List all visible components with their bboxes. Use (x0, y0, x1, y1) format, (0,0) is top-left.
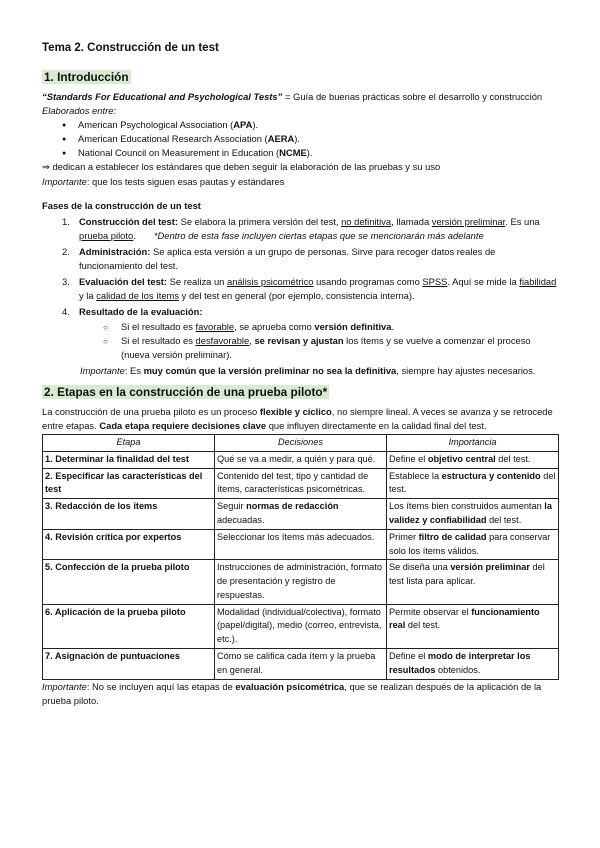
importance-cell (387, 451, 559, 468)
column-header-decisiones: Decisiones (215, 434, 387, 451)
text-run: del test. (486, 514, 522, 525)
underlined-term: fiabilidad (519, 276, 557, 288)
text-run: del test. (495, 453, 531, 464)
text-run: del test. (405, 620, 441, 631)
table-row (43, 649, 559, 680)
phase-label: Administración: (79, 246, 151, 258)
text-run: , (249, 334, 255, 346)
stage-cell: 4. Revisión crítica por expertos (43, 529, 215, 560)
heading-highlight: 2. Etapas en la construcción de una prueba piloto* (44, 385, 328, 400)
list-number: 3. (62, 276, 70, 288)
list-item (62, 215, 558, 243)
importance-cell (387, 468, 559, 499)
text-run: Los ítems bien construidos aumentan (389, 501, 545, 512)
phase-label: Resultado de la evaluación: (79, 306, 203, 318)
table-row (43, 499, 559, 530)
text-run: Si el resultado es (121, 320, 196, 332)
standards-description: = Guía de buenas prácticas sobre el desarrollo y construcción (282, 90, 543, 102)
phases-title: Fases de la construcción de un test (42, 199, 201, 211)
section-heading-introduccion (42, 69, 558, 87)
text-run: , no siempre lineal. A veces se avanza y se retrocede entre etapas. (42, 405, 553, 431)
section-heading-etapas (42, 384, 558, 402)
underlined-term: desfavorable (195, 334, 250, 346)
underlined-term: SPSS (422, 276, 448, 288)
heading-highlight: 1. Introducción (44, 70, 129, 85)
text-run: . (391, 320, 395, 332)
text-run: : Es (124, 364, 144, 376)
decisions-cell: Seleccionar los ítems más adecuados. (215, 529, 387, 560)
table-row (43, 451, 559, 468)
bold-term: muy común que la versión preliminar no sea la definitiva (143, 364, 397, 376)
text-run: . Es una (505, 215, 540, 227)
table-header-row (43, 434, 559, 451)
text-run: , se aprueba como (234, 320, 315, 332)
text-run: del test lista para aplicar. (389, 562, 545, 587)
important-label: Importante (42, 680, 87, 692)
org-end: ). (294, 133, 300, 145)
text-run: del test. (389, 470, 556, 495)
bold-term: modo de interpretar los resultados (389, 651, 531, 675)
text-run: Si el resultado es (121, 334, 196, 346)
phase-label: Construcción del test: (79, 215, 178, 227)
importance-cell (387, 529, 559, 560)
decisions-cell (215, 499, 387, 530)
underlined-term: prueba piloto (79, 229, 134, 241)
text-run: Define el (389, 651, 428, 662)
decisions-cell: Qué se va a medir, a quién y para qué. (215, 451, 387, 468)
org-abbr: AERA (267, 133, 295, 145)
list-item (62, 245, 558, 273)
table-row (43, 529, 559, 560)
phase-label: Evaluación del test: (79, 276, 168, 288)
list-item (62, 305, 558, 361)
standards-paragraph (42, 90, 558, 104)
text-run: para conservar solo los ítems válidos. (389, 531, 551, 556)
important-label: Importante (42, 175, 87, 187)
result-sublist (79, 320, 558, 362)
text-run: y la (79, 290, 97, 302)
list-item (103, 334, 558, 362)
underlined-term: análisis psicométrico (226, 276, 314, 288)
text-run: Primer (389, 531, 419, 542)
column-header-etapa: Etapa (43, 434, 215, 451)
org-abbr: NCME (279, 147, 307, 159)
bold-term: versión preliminar (450, 562, 530, 573)
table-row (43, 560, 559, 604)
text-run: que influyen directamente en la calidad final del test. (266, 419, 487, 431)
text-run: Define el (389, 453, 428, 464)
table-row (43, 604, 559, 648)
arrow-line: ⇒ dedican a establecer los estándares que deben seguir la elaboración de las pruebas y su uso (42, 161, 441, 173)
underlined-term: calidad de los ítems (96, 290, 180, 302)
text-run: . (133, 229, 136, 241)
list-item (62, 275, 558, 303)
document-title: Tema 2. Construcción de un test (42, 42, 219, 54)
text-run: Se realiza un (167, 276, 227, 288)
org-name: American Educational Research Association ( (78, 133, 268, 145)
text-run: . Aquí se mide la (447, 276, 520, 288)
list-item (62, 118, 558, 132)
text-run: obtenidos. (435, 664, 481, 675)
important-note-phases (42, 364, 558, 378)
underlined-term: no definitiva (341, 215, 392, 227)
bold-term: flexible y cíclico (259, 405, 332, 417)
list-item (62, 132, 558, 146)
bold-term: objetivo central (427, 453, 496, 464)
list-number: 1. (62, 215, 70, 227)
text-run: : No se incluyen aquí las etapas de (86, 680, 236, 692)
text-run: Se aplica esta versión a un grupo de personas. Sirve para recoger datos reales de funcionamiento del test. (79, 246, 496, 272)
list-item (103, 320, 558, 334)
stage-cell: 5. Confección de la prueba piloto (43, 560, 215, 604)
elaborated-label-text: Elaborados entre: (42, 105, 117, 117)
standards-title: “Standards For Educational and Psychological Tests” (42, 90, 283, 102)
importance-cell (387, 649, 559, 680)
important-note-footer (42, 680, 558, 708)
list-number: 4. (62, 306, 70, 318)
text-run: y del test en general (por ejemplo, consistencia interna). (179, 290, 415, 302)
text-run: los ítems y se vuelve a comenzar el proceso (nueva versión preliminar). (121, 334, 531, 360)
text-run: adecuadas. (217, 514, 265, 525)
bold-term: se revisan y ajustan (254, 334, 344, 346)
decisions-cell: Cómo se califica cada ítem y la prueba en general. (215, 649, 387, 680)
phase-note: *Dentro de esta fase incluyen ciertas etapas que se mencionarán más adelante (153, 229, 484, 241)
underlined-term: favorable (195, 320, 235, 332)
text-run: Se diseña una (389, 562, 451, 573)
decisions-cell: Contenido del test, tipo y cantidad de ítems, características psicométricas. (215, 468, 387, 499)
org-name: National Council on Measurement in Education ( (78, 147, 280, 159)
bold-term: filtro de calidad (418, 531, 487, 542)
decisions-cell: Instrucciones de administración, formato de presentación y registro de respuestas. (215, 560, 387, 604)
bold-term: Cada etapa requiere decisiones clave (99, 419, 267, 431)
bold-term: la validez y confiabilidad (389, 501, 552, 525)
org-end: ). (252, 119, 259, 131)
org-name: American Psychological Association ( (78, 119, 234, 131)
text-run: La construcción de una prueba piloto es un proceso (42, 405, 260, 417)
importance-cell (387, 604, 559, 648)
bold-term: evaluación psicométrica (235, 680, 345, 692)
importance-cell (387, 499, 559, 530)
org-abbr: APA (233, 119, 253, 131)
list-item (62, 146, 558, 160)
stages-table (42, 434, 559, 680)
decisions-cell: Modalidad (individual/colectiva), formato (papel/digital), medio (correo, entrevista, etc.). (215, 604, 387, 648)
text-run: , siempre hay ajustes necesarios. (396, 364, 536, 376)
table-row (43, 468, 559, 499)
underlined-term: versión preliminar (431, 215, 506, 227)
bold-term: funcionamiento real (389, 606, 540, 631)
important-text: : que los tests siguen esas pautas y estándares (86, 175, 285, 187)
importance-cell (387, 560, 559, 604)
text-run: usando programas como (313, 276, 423, 288)
list-number: 2. (62, 246, 70, 258)
stage-cell: 2. Especificar las características del test (43, 468, 215, 499)
text-run: Establece la (389, 470, 442, 481)
bold-term: estructura y contenido (441, 470, 541, 481)
text-run: , que se realizan después de la aplicación de la prueba piloto. (42, 680, 542, 706)
text-run: Se elabora la primera versión del test, (177, 215, 342, 227)
text-run: Seguir (217, 501, 247, 512)
section2-paragraph (42, 405, 558, 433)
stage-cell: 6. Aplicación de la prueba piloto (43, 604, 215, 648)
stage-cell: 1. Determinar la finalidad del test (43, 451, 215, 468)
text-run: Permite observar el (389, 606, 472, 617)
elaborated-label (42, 104, 558, 118)
important-note-intro (42, 175, 558, 189)
text-run: , llamada (391, 215, 432, 227)
stage-cell: 7. Asignación de puntuaciones (43, 649, 215, 680)
bold-term: versión definitiva (314, 320, 392, 332)
organizations-list (42, 118, 558, 160)
stage-cell: 3. Redacción de los ítems (43, 499, 215, 530)
important-label: Importante (80, 364, 125, 376)
phases-list (42, 215, 558, 362)
org-end: ). (306, 147, 313, 159)
bold-term: normas de redacción (246, 501, 339, 512)
column-header-importancia: Importancia (387, 434, 559, 451)
